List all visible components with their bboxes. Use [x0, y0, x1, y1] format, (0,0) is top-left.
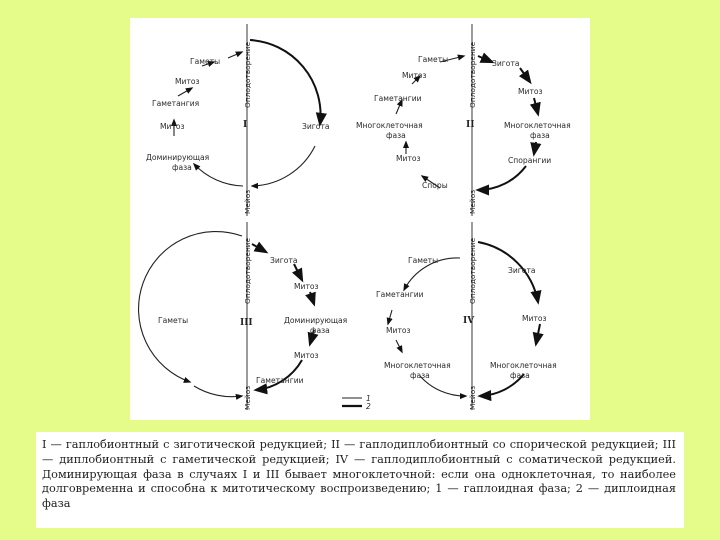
- cycle-arc-diploid: [520, 68, 530, 82]
- diagram-number: III: [240, 318, 253, 328]
- label-multicellular-phase: фаза: [530, 131, 550, 140]
- label-multicellular-phase: фаза: [386, 131, 406, 140]
- label-meiosis: Мейоз: [468, 189, 477, 214]
- label-mitosis: Митоз: [294, 351, 319, 360]
- label-dominant-phase: фаза: [310, 326, 330, 335]
- figure-caption: I — гаплобионтный с зиготической редукцией; II — гаплодиплобионтный со спорической редукцией; III — диплобионтный с гаметической редукцией; IV — гаплодиплобионтный с соматической редукцией. Доминирующая фаза в случаях I и III бывает многоклеточной: если она одноклеточная, то наиболее долговременна и способна к митотическому воспроизведению; 1 — гаплоидная фаза; 2 — диплоидная фаза: [36, 432, 684, 528]
- label-mitosis: Митоз: [522, 314, 547, 323]
- label-meiosis: Мейоз: [468, 385, 477, 410]
- cycle-arc: [252, 146, 315, 186]
- label-mitosis: Митоз: [518, 87, 543, 96]
- label-mitosis: Митоз: [160, 122, 185, 131]
- label-zygote: Зигота: [302, 122, 330, 131]
- label-zygote: Зигота: [270, 256, 298, 265]
- label-spores: Споры: [422, 181, 448, 190]
- legend-label: 1: [366, 394, 371, 403]
- label-meiosis: Мейоз: [243, 189, 252, 214]
- cycle-arc: [396, 340, 402, 352]
- cycle-diagram-II: [356, 24, 571, 216]
- cycle-diagram-I: [146, 24, 330, 216]
- label-multicellular-phase: Многоклеточная: [490, 361, 557, 370]
- label-gametes: Гаметы: [408, 256, 439, 265]
- cycle-arc: [194, 386, 242, 397]
- cycle-arc-diploid: [534, 142, 536, 154]
- cycle-diagram-III: [139, 222, 348, 410]
- label-multicellular-phase: Многоклеточная: [504, 121, 571, 130]
- label-gametangia: Гаметангии: [374, 94, 422, 103]
- cycle-arc-diploid: [478, 56, 492, 62]
- label-mitosis: Митоз: [402, 71, 427, 80]
- line-legend: [342, 394, 371, 411]
- label-zygote: Зигота: [492, 59, 520, 68]
- label-mitosis: Митоз: [175, 77, 200, 86]
- label-gametes: Гаметы: [190, 57, 221, 66]
- diagram-number: II: [466, 120, 475, 130]
- cycle-arc: [228, 52, 242, 58]
- diagram-number: I: [243, 120, 248, 130]
- label-gametes: Гаметы: [158, 316, 189, 325]
- cycle-arc-diploid: [536, 324, 540, 344]
- label-sporangia: Спорангии: [508, 156, 552, 165]
- label-dominant-phase: фаза: [172, 163, 192, 172]
- label-multicellular-phase: фаза: [510, 371, 530, 380]
- label-fertilization: Оплодотворение: [243, 41, 252, 108]
- label-dominant-phase: Доминирующая: [146, 153, 210, 162]
- label-multicellular-phase: фаза: [410, 371, 430, 380]
- label-meiosis: Мейоз: [243, 385, 252, 410]
- cycle-arc-diploid: [294, 264, 302, 280]
- label-mitosis: Митоз: [386, 326, 411, 335]
- cycle-diagram-IV: [376, 222, 557, 410]
- label-gametes: Гаметы: [418, 55, 449, 64]
- label-gametangia: Гаметангии: [376, 290, 424, 299]
- life-cycles-diagram: [130, 18, 590, 420]
- diagram-number: IV: [463, 316, 475, 326]
- cycle-arc: [388, 310, 392, 324]
- label-zygote: Зигота: [508, 266, 536, 275]
- label-fertilization: Оплодотворение: [468, 237, 477, 304]
- cycle-arc: [194, 164, 243, 186]
- label-multicellular-phase: Многоклеточная: [356, 121, 423, 130]
- cycle-arc-diploid: [310, 292, 314, 304]
- label-mitosis: Митоз: [396, 154, 421, 163]
- cycle-arc-diploid: [250, 40, 321, 124]
- cycle-arc-diploid: [252, 244, 266, 252]
- diagram-sheet: [130, 18, 590, 420]
- cycle-arc-diploid: [256, 360, 302, 390]
- cycle-arc-diploid: [478, 166, 526, 190]
- label-dominant-phase: Доминирующая: [284, 316, 348, 325]
- legend-label: 2: [366, 402, 371, 411]
- label-gametangia: Гаметангии: [256, 376, 304, 385]
- label-fertilization: Оплодотворение: [243, 237, 252, 304]
- label-fertilization: Оплодотворение: [468, 41, 477, 108]
- cycle-arc: [139, 232, 242, 382]
- cycle-arc: [178, 88, 192, 96]
- cycle-arc-diploid: [534, 98, 538, 114]
- label-mitosis: Митоз: [294, 282, 319, 291]
- label-gametangia: Гаметангия: [152, 99, 200, 108]
- label-multicellular-phase: Многоклеточная: [384, 361, 451, 370]
